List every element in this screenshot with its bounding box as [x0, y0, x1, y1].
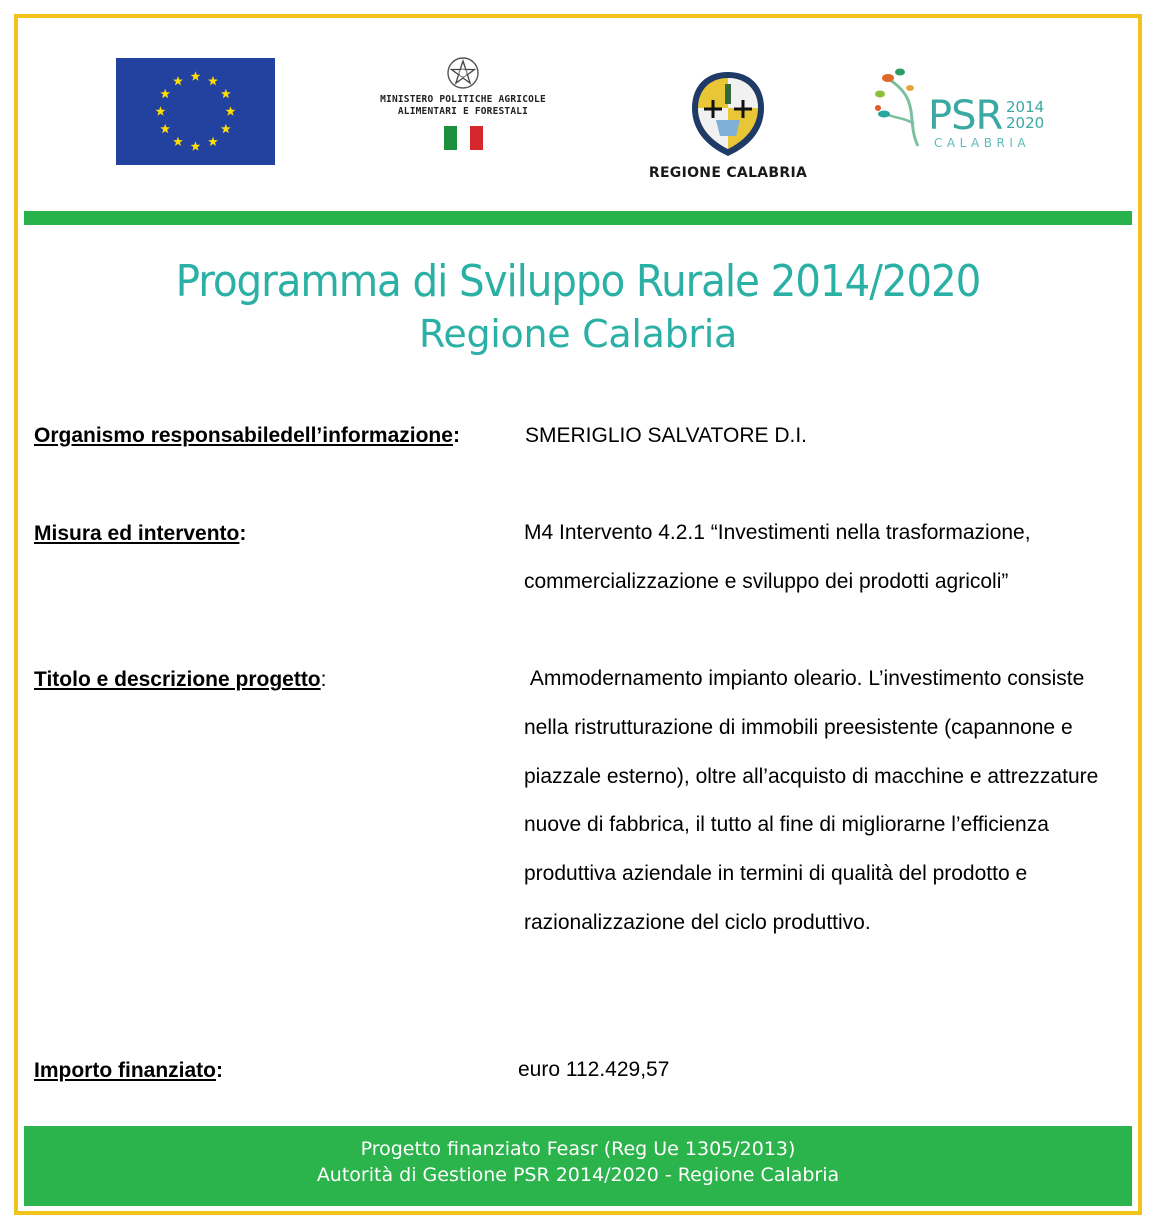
footer-funding-line: Progetto finanziato Feasr (Reg Ue 1305/2013): [360, 1138, 796, 1160]
italian-flag-icon: [444, 126, 483, 150]
misura-label-text: Misura ed intervento: [34, 522, 240, 545]
italian-republic-emblem-icon: [446, 56, 480, 90]
ministry-name: [358, 94, 568, 118]
program-title: Programma di Sviluppo Rurale 2014/2020: [175, 256, 981, 307]
ministry-name-line1: MINISTERO POLITICHE AGRICOLE: [380, 94, 546, 105]
funding-footer: [24, 1126, 1132, 1206]
organismo-label-colon: :: [452, 424, 460, 447]
titolo-label-colon: :: [320, 668, 327, 691]
ministry-name-line2: ALIMENTARI E FORESTALI: [397, 106, 529, 117]
organismo-label: [34, 424, 460, 448]
titolo-label: [34, 668, 326, 692]
psr-region-label: CALABRIA: [934, 136, 1031, 150]
titolo-value: Ammodernamento impianto oleario. L’investimento consiste nella ristrutturazione di immobili preesistente (capannone e piazzale esterno), oltre all’acquisto di macchine e attrezzature nuove di fabbrica, il tutto al fine di migliorarne l’efficienza produttiva aziendale in termini di qualità del prodotto e razionalizzazione del ciclo produttivo.: [524, 667, 1105, 934]
importo-value: euro 112.429,57: [518, 1058, 670, 1081]
organismo-label-text: Organismo responsabiledell’informazione: [34, 424, 453, 447]
importo-label-text: Importo finanziato: [34, 1059, 216, 1082]
regione-calabria-logo: [638, 70, 818, 180]
footer-authority-line: Autorità di Gestione PSR 2014/2020 - Regione Calabria: [316, 1164, 840, 1186]
calabria-coat-of-arms-icon: [688, 70, 768, 158]
importo-label: [34, 1059, 223, 1083]
psr-word: PSR: [928, 93, 1003, 139]
program-heading: [18, 254, 1138, 358]
logo-row: [18, 18, 1138, 208]
notice-panel: [14, 14, 1142, 1215]
regione-calabria-name: REGIONE CALABRIA: [648, 165, 808, 181]
importo-label-colon: :: [216, 1059, 223, 1082]
header-divider-bar: [24, 211, 1132, 225]
misura-value: M4 Intervento 4.2.1 “Investimenti nella trasformazione, commercializzazione e sviluppo dei prodotti agricoli”: [524, 521, 1031, 593]
titolo-label-text: Titolo e descrizione progetto: [34, 668, 321, 691]
psr-year-start: 2014: [1006, 98, 1045, 116]
psr-calabria-logo: [870, 64, 1060, 154]
program-subtitle: Regione Calabria: [419, 312, 737, 356]
misura-label-colon: :: [239, 522, 247, 545]
ministry-logo: [358, 56, 568, 166]
organismo-value: SMERIGLIO SALVATORE D.I.: [525, 424, 808, 447]
eu-flag-logo: [116, 58, 275, 165]
psr-year-end: 2020: [1006, 114, 1045, 132]
misura-label: [34, 522, 246, 546]
